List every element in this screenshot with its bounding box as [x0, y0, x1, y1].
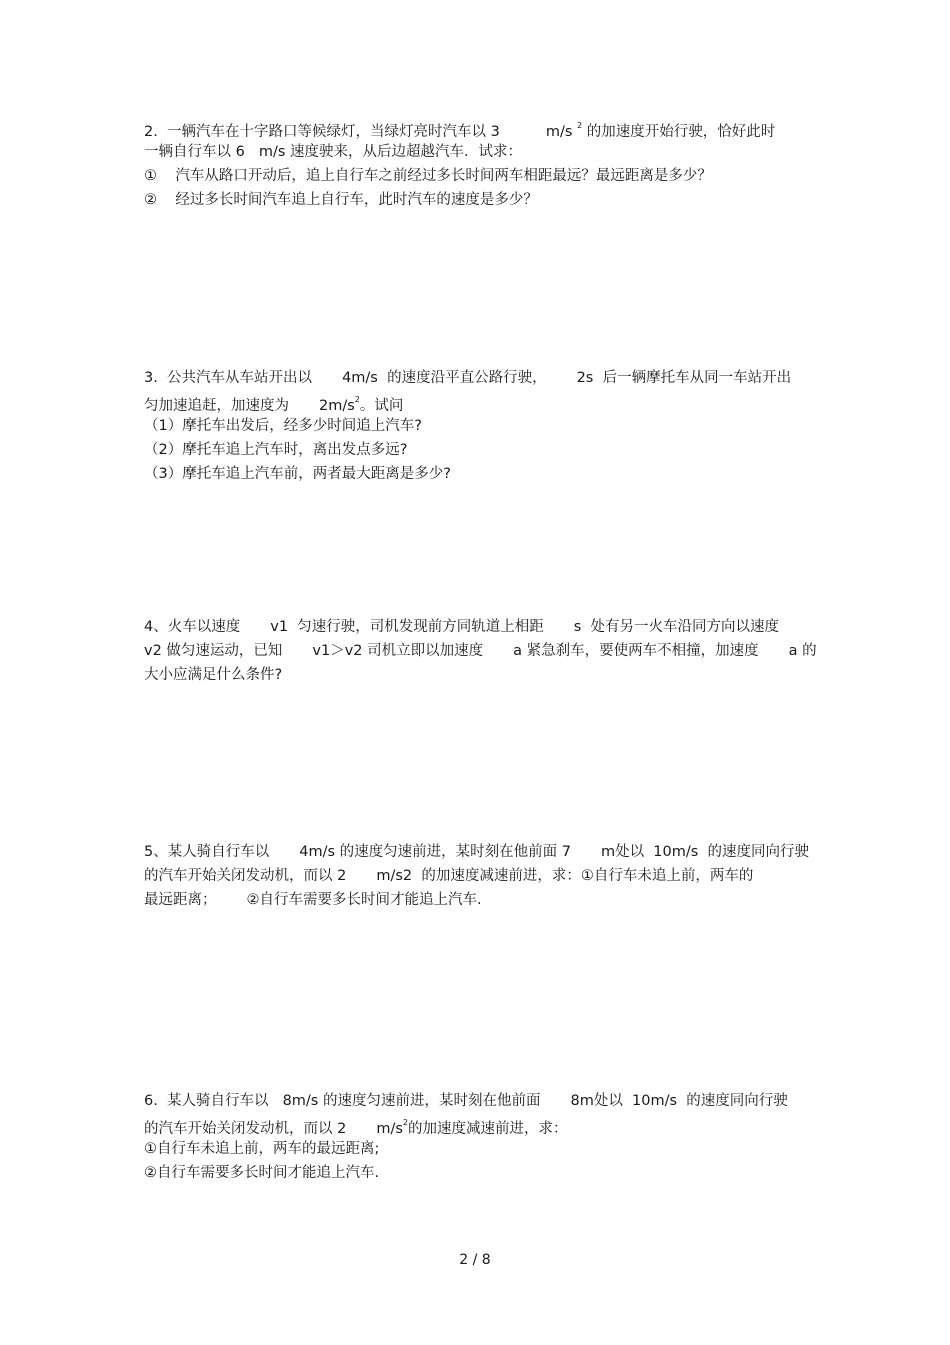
- text: v1 匀速行驶，司机发现前方同轨道上相距: [270, 619, 544, 635]
- text: 8m处以 10m/s 的速度同向行驶: [570, 1093, 788, 1109]
- problem-6-question-2: ②自行车需要多长时间才能追上汽车.: [144, 1165, 380, 1181]
- text: 4m/s 的速度沿平直公路行驶，: [342, 370, 547, 386]
- unit: m/s: [545, 123, 573, 140]
- text: 的汽车开始关闭发动机，而以 2: [144, 1120, 347, 1137]
- problem-4: [144, 615, 824, 687]
- text: v1＞v2 司机立即以加速度: [312, 643, 484, 659]
- text: 8m/s 的速度匀速前进，某时刻在他前面: [282, 1093, 541, 1109]
- problem-6: [144, 1089, 824, 1185]
- text: 匀加速追赶，加速度为: [144, 397, 289, 414]
- text: 的加速度开始行驶，恰好此时: [586, 123, 776, 140]
- problem-2: [144, 116, 824, 212]
- problem-6-line-1: [144, 1089, 824, 1113]
- problem-5: [144, 840, 824, 912]
- superscript: 2: [402, 1118, 409, 1127]
- problem-3-question-2: （2）摩托车追上汽车时，离出发点多远?: [144, 442, 408, 458]
- problem-2-line-1: [144, 116, 824, 140]
- problem-2-question-2: ② 经过多长时间汽车追上自行车，此时汽车的速度是多少？: [144, 192, 538, 208]
- problem-5-line-2: [144, 864, 824, 888]
- problem-6-line-2: [144, 1113, 824, 1137]
- text: 。试问: [359, 397, 404, 414]
- unit: 2m/s: [319, 397, 355, 414]
- problem-3-question-1: （1）摩托车出发后，经多少时间追上汽车?: [144, 418, 422, 434]
- unit: m/s: [376, 1120, 403, 1137]
- text: s 处有另一火车沿同方向以速度: [573, 619, 780, 635]
- problem-5-line-1: [144, 840, 824, 864]
- text: m/s2 的加速度减速前进，求：①自行车未追上前，两车的: [376, 868, 754, 884]
- text: 4、火车以速度: [144, 619, 241, 635]
- text: a 的: [788, 643, 817, 659]
- problem-3-line-2: [144, 390, 824, 414]
- text: 4m/s 的速度匀速前进，某时刻在他前面 7: [299, 844, 571, 860]
- problem-2-line-2: [144, 140, 824, 164]
- text: 一辆自行车以 6: [144, 144, 245, 160]
- text: v2 做匀速运动，已知: [144, 643, 283, 659]
- text: m/s 速度驶来，从后边超越汽车．试求：: [258, 144, 523, 160]
- text: 5、某人骑自行车以: [144, 844, 270, 860]
- text: 2. 一辆汽车在十字路口等候绿灯，当绿灯亮时汽车以 3: [144, 123, 500, 140]
- problem-3-question-3: （3）摩托车追上汽车前，两者最大距离是多少?: [144, 466, 451, 482]
- page-number: 2 / 8: [459, 1252, 491, 1268]
- problem-5-line-3: [144, 888, 824, 912]
- text: 的汽车开始关闭发动机，而以 2: [144, 868, 347, 884]
- problem-6-question-1: ①自行车未追上前，两车的最远距离;: [144, 1141, 380, 1157]
- problem-3: [144, 366, 824, 486]
- text: 的加速度减速前进，求：: [408, 1120, 568, 1137]
- text: 最远距离；: [144, 892, 217, 908]
- text: 6. 某人骑自行车以: [144, 1093, 269, 1109]
- text: m处以 10m/s 的速度同向行驶: [600, 844, 810, 860]
- text: a 紧急刹车，要使两车不相撞，加速度: [513, 643, 759, 659]
- problem-4-line-1: [144, 615, 824, 639]
- superscript: 2: [577, 121, 583, 130]
- superscript: 2: [354, 395, 360, 404]
- problem-2-question-1: ① 汽车从路口开动后，追上自行车之前经过多长时间两车相距最远？最远距离是多少？: [144, 168, 712, 184]
- text: 3. 公共汽车从车站开出以: [144, 370, 313, 386]
- problem-4-line-3: 大小应满足什么条件?: [144, 667, 283, 683]
- problem-4-line-2: [144, 639, 824, 663]
- problem-3-line-1: [144, 366, 824, 390]
- text: 2s 后一辆摩托车从同一车站开出: [576, 370, 792, 386]
- text: ②自行车需要多长时间才能追上汽车.: [246, 892, 482, 908]
